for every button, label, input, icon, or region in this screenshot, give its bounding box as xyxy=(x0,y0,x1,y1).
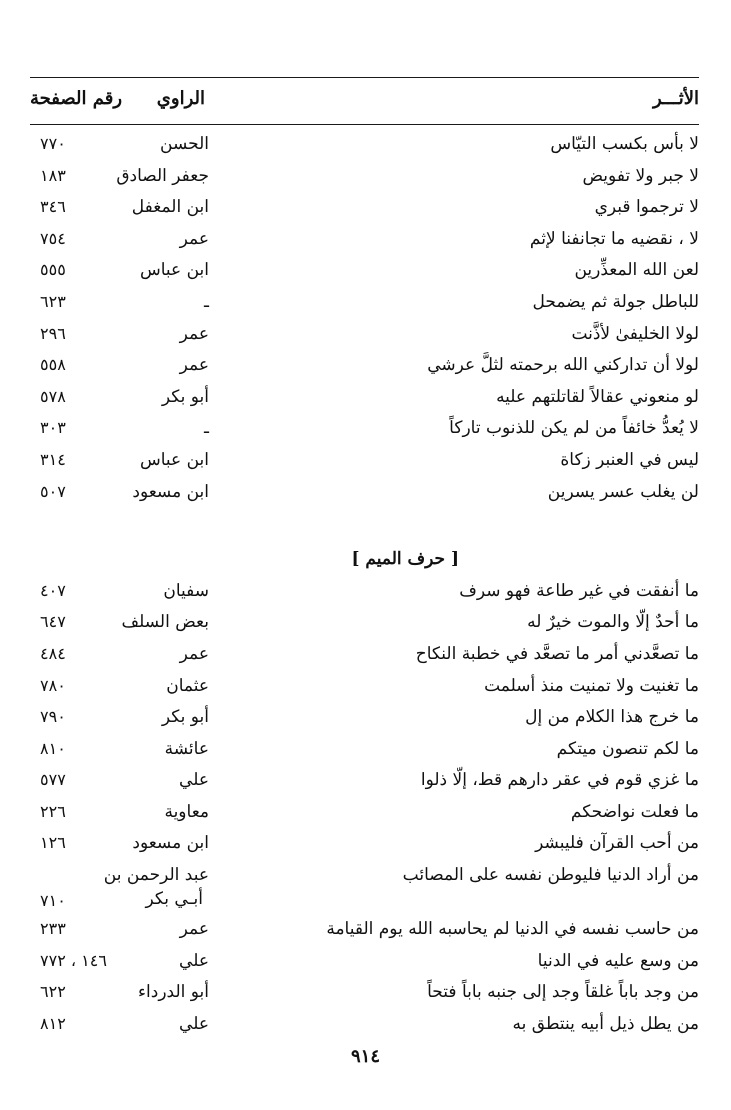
page-number: ٧٧٠ xyxy=(40,134,66,153)
table-row xyxy=(0,414,731,446)
page-number: ٧٥٤ xyxy=(40,228,66,248)
table-row xyxy=(0,861,731,915)
narrator: ـ xyxy=(204,418,209,439)
athar-text: لولا أن تداركني الله برحمته لثلَّ عرشي xyxy=(427,355,699,376)
athar-text: لا ، نقضيه ما تجانفنا لإثم xyxy=(529,228,699,249)
table-row xyxy=(0,735,731,767)
athar-text: من حاسب نفسه في الدنيا لم يحاسبه الله يوم القيامة xyxy=(326,919,699,940)
narrator xyxy=(104,865,209,909)
page-number: ١٨٣ xyxy=(40,165,66,185)
narrator: ابن مسعود xyxy=(132,833,209,854)
table-row xyxy=(0,766,731,798)
page-number: ٦٢٣ xyxy=(40,291,66,311)
athar-text: لعن الله المعذِّرين xyxy=(574,260,699,281)
page-number: ٢٩٦ xyxy=(40,323,66,343)
narrator: الحسن xyxy=(160,134,209,154)
narrator: علي xyxy=(179,1013,209,1034)
table-row xyxy=(0,1010,731,1042)
page-number: ٥٧٧ xyxy=(40,770,66,790)
section-spacer xyxy=(0,509,731,545)
table-row xyxy=(0,351,731,383)
page-number: ٥٥٨ xyxy=(40,355,66,375)
page-number: ٦٢٢ xyxy=(40,982,66,1002)
page-number: ٧٨٠ xyxy=(40,675,66,695)
narrator: علي xyxy=(179,950,209,971)
table-row xyxy=(0,915,731,947)
page-number: ١٤٦ ، ٧٧٢ xyxy=(40,950,107,970)
athar-text: من وسع عليه في الدنيا xyxy=(537,950,699,971)
section-title: [ حرف الميم ] xyxy=(351,549,459,570)
athar-text: ما أحدٌ إلّا والموت خيرٌ له xyxy=(527,612,699,633)
table-row xyxy=(0,478,731,510)
table-row xyxy=(0,383,731,415)
athar-text: لا جبر ولا تفويض xyxy=(582,165,699,186)
page-number: ٥٠٧ xyxy=(40,481,66,501)
page-number: ٢٢٦ xyxy=(40,801,66,821)
header-page-number: رقم الصفحة xyxy=(30,88,123,109)
narrator: عائشة xyxy=(164,738,209,759)
narrator: بعض السلف xyxy=(121,612,209,633)
narrator: جعفر الصادق xyxy=(116,165,209,186)
table-row xyxy=(0,577,731,609)
page-number: ٤٠٧ xyxy=(40,580,66,600)
narrator: ابن مسعود xyxy=(132,481,209,502)
table-row xyxy=(0,288,731,320)
athar-text: ما خرج هذا الكلام من إل xyxy=(525,707,699,728)
narrator: ابن عباس xyxy=(139,260,209,281)
athar-text: من يطل ذيل أبيه ينتطق به xyxy=(512,1013,699,1034)
athar-text: من وجد باباً غلقاً وجد إلى جنبه باباً فتحاً xyxy=(427,982,699,1003)
table-row xyxy=(0,829,731,861)
page-number: ٦٤٧ xyxy=(40,612,66,632)
table-row xyxy=(0,947,731,979)
page-number: ٨١٢ xyxy=(40,1013,66,1033)
narrator: عثمان xyxy=(166,675,209,696)
table-row xyxy=(0,798,731,830)
narrator: عمر xyxy=(179,323,209,344)
athar-text: لا يُعدُّ خائفاً من لم يكن للذنوب تاركاً xyxy=(449,418,699,439)
athar-text: للباطل جولة ثم يضمحل xyxy=(532,291,699,312)
narrator: أبو بكر xyxy=(161,386,209,407)
narrator: أبو الدرداء xyxy=(138,982,209,1003)
narrator: عمر xyxy=(179,228,209,249)
athar-text: ليس في العنبر زكاة xyxy=(560,449,699,470)
table-row xyxy=(0,130,731,162)
table-row xyxy=(0,640,731,672)
narrator: عمر xyxy=(179,355,209,376)
header-rule xyxy=(30,124,699,125)
narrator: ابن المغفل xyxy=(131,197,209,218)
page-number: ٣١٤ xyxy=(40,449,66,469)
header-rawi: الراوي xyxy=(156,88,205,109)
athar-text: لا ترجموا قبري xyxy=(594,197,699,218)
narrator-line-2: أبـي بكر xyxy=(145,889,203,910)
page-number: ١٢٦ xyxy=(40,833,66,853)
athar-text: ما لكم تنصون ميتكم xyxy=(556,738,699,759)
narrator: عمر xyxy=(179,919,209,940)
athar-text: لن يغلب عسر يسرين xyxy=(547,481,699,502)
page-number: ٣٠٣ xyxy=(40,418,66,438)
section-heading-row xyxy=(0,545,731,577)
athar-text: لا بأس بكسب التيّاس xyxy=(550,134,699,154)
table-row xyxy=(0,320,731,352)
page-number: ٢٣٣ xyxy=(40,919,66,939)
page-number: ٧٩٠ xyxy=(40,707,66,727)
page-number: ٣٤٦ xyxy=(40,197,66,217)
athar-text: ما تصعَّدني أمر ما تصعَّد في خطبة النكاح xyxy=(415,643,699,664)
top-rule xyxy=(30,77,699,78)
page-number: ٥٥٥ xyxy=(40,260,66,280)
athar-text: ما تغنيت ولا تمنيت منذ أسلمت xyxy=(484,675,699,696)
athar-text: ما فعلت نواضحكم xyxy=(570,801,699,822)
athar-text: لولا الخليفىٰ لأذَّنت xyxy=(571,323,699,344)
athar-text: ما أنفقت في غير طاعة فهو سرف xyxy=(459,580,699,601)
narrator: ابن عباس xyxy=(139,449,209,470)
page-number: ٧١٠ xyxy=(40,891,66,911)
narrator: علي xyxy=(179,770,209,791)
index-table xyxy=(0,130,731,1041)
narrator: ـ xyxy=(204,291,209,312)
table-row xyxy=(0,703,731,735)
page-number: ٤٨٤ xyxy=(40,643,66,663)
table-row xyxy=(0,446,731,478)
table-row xyxy=(0,193,731,225)
header-athar: الأثـــر xyxy=(652,88,699,109)
page-folio-number: ٩١٤ xyxy=(350,1046,380,1067)
narrator: معاوية xyxy=(164,801,209,822)
narrator: أبو بكر xyxy=(161,707,209,728)
table-row xyxy=(0,672,731,704)
table-row xyxy=(0,256,731,288)
table-row xyxy=(0,978,731,1010)
athar-text: ما غزي قوم في عقر دارهم قط، إلّا ذلوا xyxy=(420,770,699,791)
table-row xyxy=(0,608,731,640)
athar-text: من أراد الدنيا فليوطن نفسه على المصائب xyxy=(402,865,699,886)
page-number: ٨١٠ xyxy=(40,738,66,758)
athar-text: من أحب القرآن فليبشر xyxy=(535,833,699,854)
athar-text: لو منعوني عقالاً لقاتلتهم عليه xyxy=(496,386,699,407)
narrator: سفيان xyxy=(163,580,209,601)
page-number: ٥٧٨ xyxy=(40,386,66,406)
table-row xyxy=(0,162,731,194)
narrator: عمر xyxy=(179,643,209,664)
narrator-line-1: عبد الرحمن بن xyxy=(103,865,209,886)
table-row xyxy=(0,225,731,257)
